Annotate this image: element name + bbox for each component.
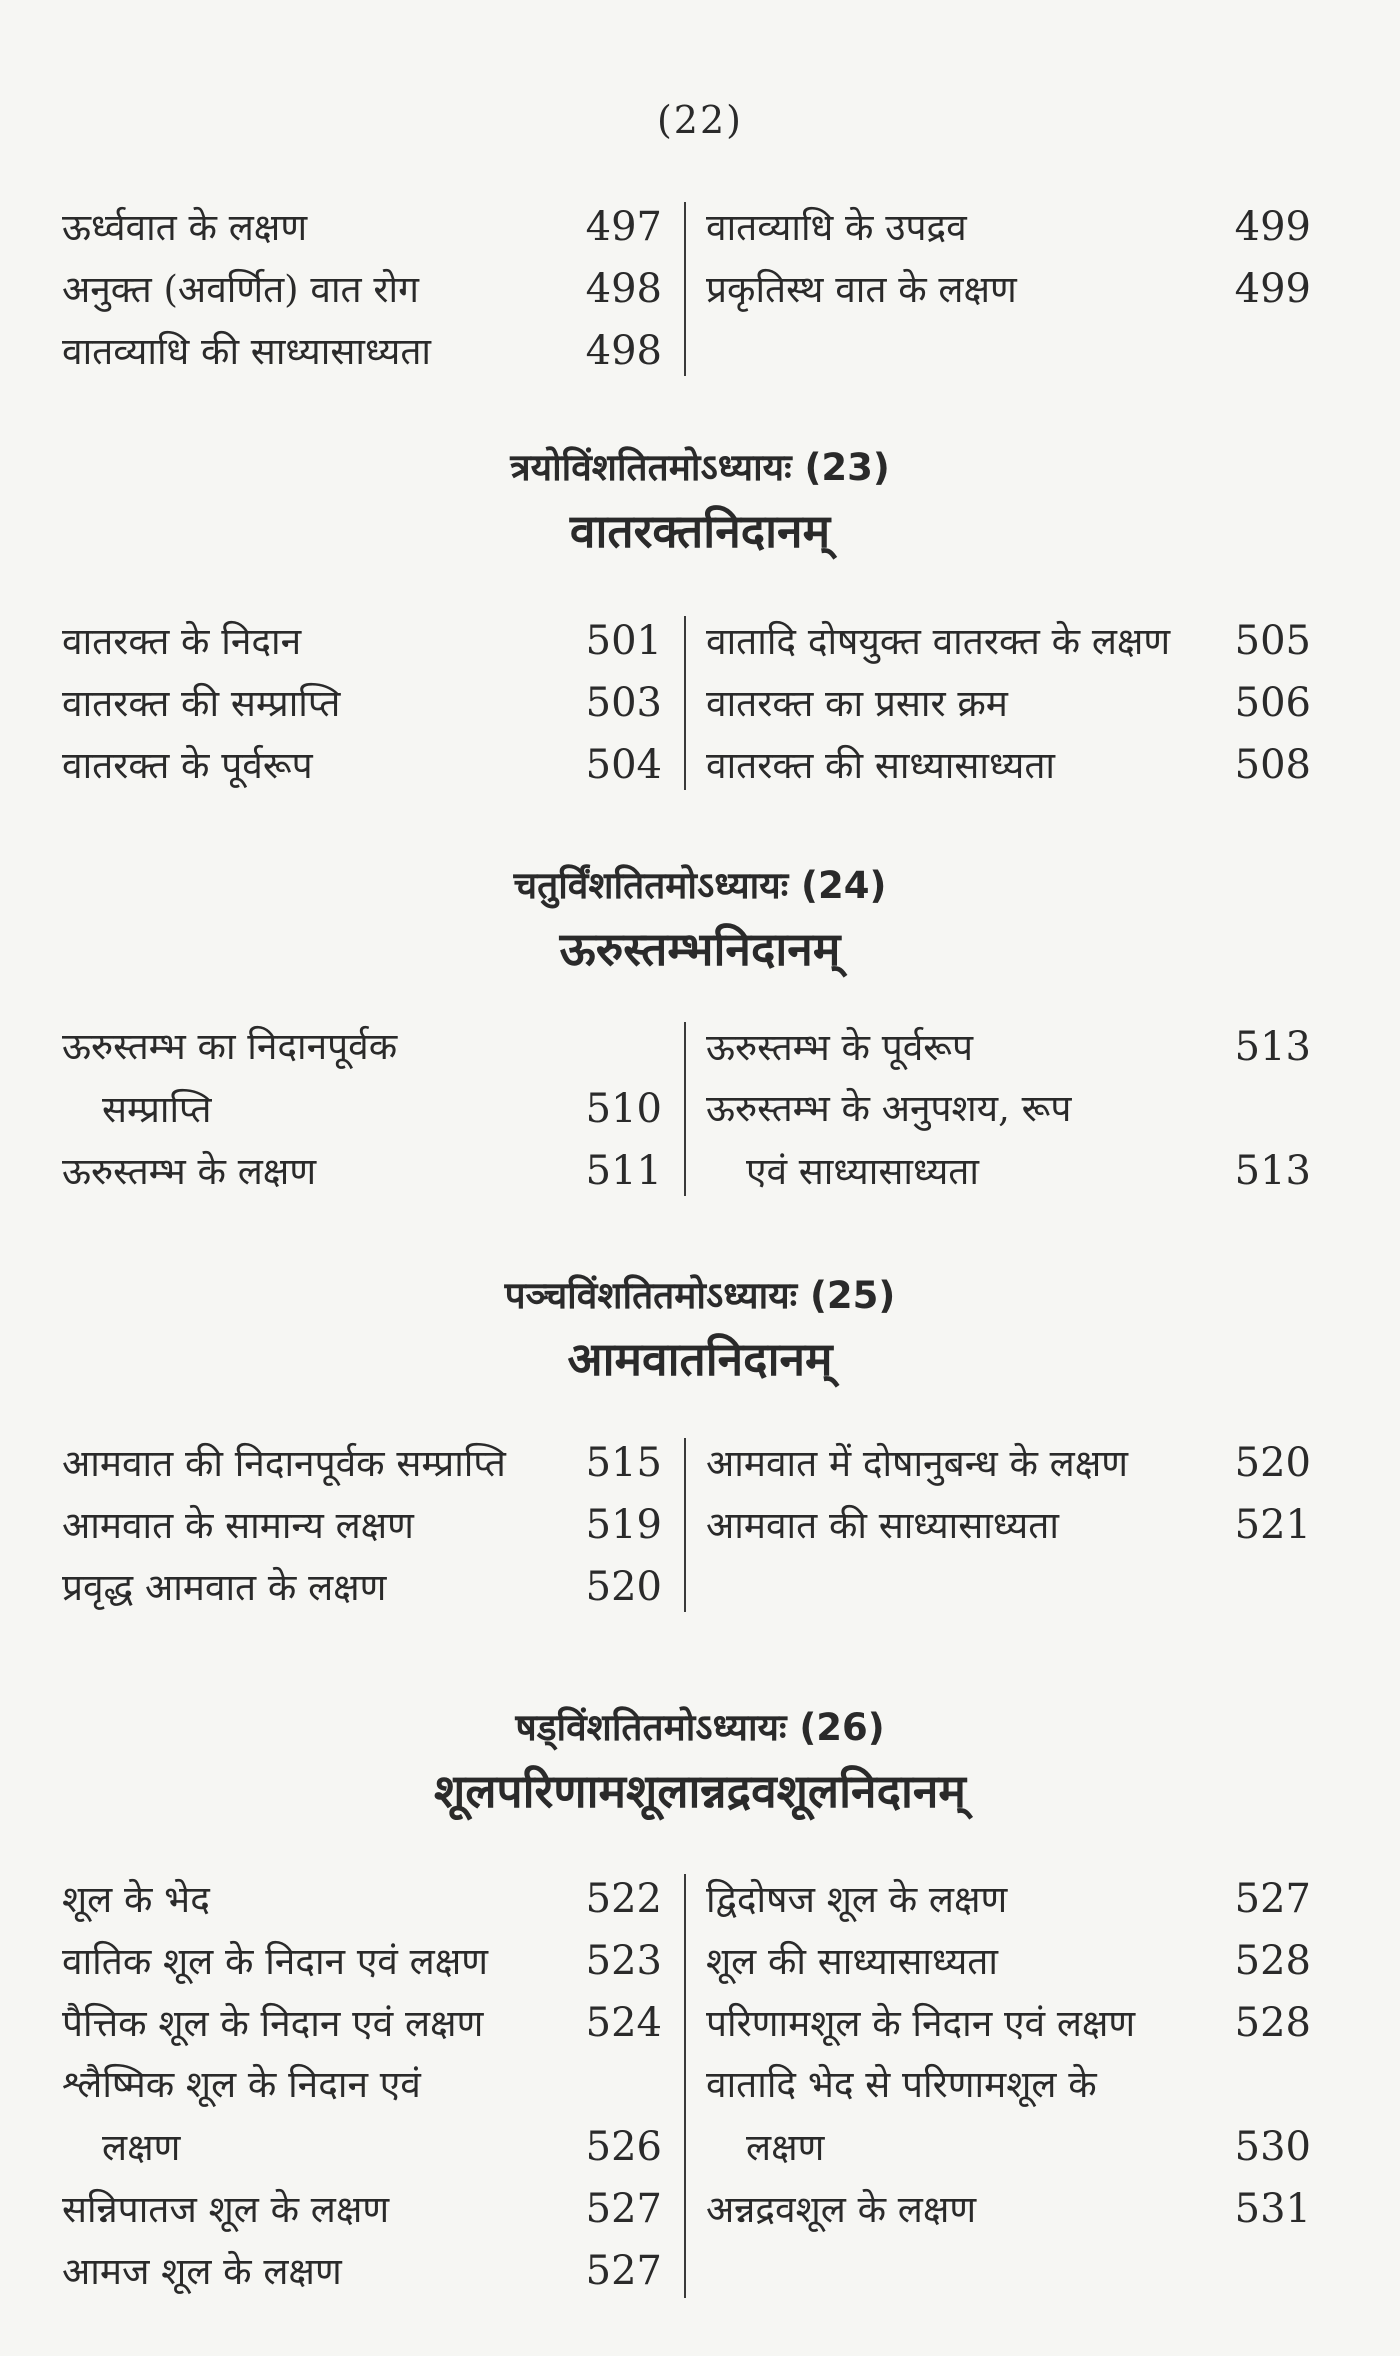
- toc-entry: [706, 1868, 1311, 1930]
- toc-entry: [62, 1930, 662, 1992]
- chapter-heading: चतुर्विंशतितमोऽध्यायः (24): [513, 864, 887, 907]
- column-divider: [684, 616, 686, 790]
- toc-entry: [62, 320, 662, 382]
- toc-entry: [62, 2240, 662, 2302]
- chapter-heading: पञ्चविंशतितमोऽध्यायः (25): [504, 1274, 896, 1317]
- toc-entry-text: वातरक्त का प्रसार क्रम: [706, 682, 1008, 725]
- toc-entry-text: द्विदोषज शूल के लक्षण: [706, 1878, 1008, 1921]
- toc-entry-text: वातव्याधि के उपद्रव: [706, 206, 967, 249]
- toc-entry: [62, 1992, 662, 2054]
- toc-entry-text: आमवात में दोषानुबन्ध के लक्षण: [706, 1442, 1129, 1485]
- column-divider: [684, 1022, 686, 1196]
- chapter-title: आमवातनिदानम्: [567, 1332, 833, 1386]
- right-column: [706, 1432, 1311, 1556]
- toc-entry: [62, 672, 662, 734]
- toc-entry: [62, 1556, 662, 1618]
- toc-entry-text: अन्नद्रवशूल के लक्षण: [706, 2188, 977, 2231]
- toc-entry-page: 527: [585, 2186, 662, 2232]
- toc-entry-text: लक्षण: [746, 2126, 825, 2169]
- toc-entry-text: परिणामशूल के निदान एवं लक्षण: [706, 2002, 1136, 2045]
- toc-entry-text: वातरक्त की साध्यासाध्यता: [706, 744, 1056, 787]
- toc-entry: [706, 1140, 1311, 1202]
- toc-entry-text: आमवात की साध्यासाध्यता: [706, 1504, 1059, 1547]
- toc-entry: [706, 610, 1311, 672]
- toc-entry: [706, 2116, 1311, 2178]
- toc-entry-page: 513: [1234, 1148, 1311, 1194]
- toc-entry-text: वातादि दोषयुक्त वातरक्त के लक्षण: [706, 620, 1171, 663]
- toc-entry-page: 522: [585, 1876, 662, 1922]
- toc-entry: [62, 610, 662, 672]
- toc-entry-text: एवं साध्यासाध्यता: [746, 1150, 979, 1193]
- toc-entry: [706, 2054, 1311, 2116]
- toc-entry-text: ऊरुस्तम्भ के पूर्वरूप: [706, 1026, 974, 1069]
- toc-entry-text: ऊरुस्तम्भ के अनुपशय, रूप: [706, 1087, 1072, 1130]
- toc-entry-page: 528: [1234, 2000, 1311, 2046]
- toc-entry: [706, 258, 1311, 320]
- toc-entry-text: वातरक्त के निदान: [62, 620, 302, 663]
- toc-entry: [706, 672, 1311, 734]
- toc-entry-page: 523: [585, 1938, 662, 1984]
- toc-entry-text: ऊरुस्तम्भ के लक्षण: [62, 1150, 317, 1193]
- toc-entry-page: 527: [1234, 1876, 1311, 1922]
- toc-entry-page: 528: [1234, 1938, 1311, 1984]
- toc-entry-text: श्लैष्मिक शूल के निदान एवं: [62, 2063, 421, 2106]
- toc-entry: [62, 2178, 662, 2240]
- page-number: (22): [656, 98, 743, 142]
- chapter-title: शूलपरिणामशूलान्नद्रवशूलनिदानम्: [434, 1764, 966, 1818]
- chapter-25: [0, 1268, 1400, 1622]
- column-divider: [684, 1874, 686, 2298]
- toc-entry: [62, 1140, 662, 1202]
- toc-entry-text: शूल की साध्यासाध्यता: [706, 1940, 998, 1983]
- toc-entry-page: 497: [585, 204, 662, 250]
- top-right-column: [706, 196, 1311, 320]
- top-section: [0, 196, 1400, 382]
- chapter-title: वातरक्तनिदानम्: [569, 504, 831, 558]
- left-column: [62, 610, 662, 796]
- toc-entry-text: वातरक्त के पूर्वरूप: [62, 744, 313, 787]
- toc-entry-page: 515: [585, 1440, 662, 1486]
- toc-entry-page: 498: [585, 328, 662, 374]
- toc-entry: [706, 734, 1311, 796]
- toc-entry: [706, 1494, 1311, 1556]
- toc-entry-text: आमवात की निदानपूर्वक सम्प्राप्ति: [62, 1442, 506, 1485]
- toc-entry: [706, 1432, 1311, 1494]
- toc-entry-page: 499: [1234, 266, 1311, 312]
- toc-entry-page: 524: [585, 2000, 662, 2046]
- toc-entry-page: 530: [1234, 2124, 1311, 2170]
- toc-entry: [62, 1078, 662, 1140]
- toc-entry-text: ऊरुस्तम्भ का निदानपूर्वक: [62, 1025, 398, 1068]
- toc-entry-page: 520: [585, 1564, 662, 1610]
- toc-entry-page: 520: [1234, 1440, 1311, 1486]
- top-left-column: [62, 196, 662, 382]
- toc-entry: [62, 2054, 662, 2116]
- toc-entry: [62, 2116, 662, 2178]
- toc-entry-text: वातरक्त की सम्प्राप्ति: [62, 682, 341, 725]
- toc-entry: [62, 196, 662, 258]
- toc-entry: [62, 1494, 662, 1556]
- toc-entry-page: 501: [585, 618, 662, 664]
- toc-entry: [62, 1868, 662, 1930]
- toc-entry-text: प्रकृतिस्थ वात के लक्षण: [706, 268, 1017, 311]
- right-column: [706, 1016, 1311, 1202]
- toc-entry-page: 521: [1234, 1502, 1311, 1548]
- chapter-23: [0, 440, 1400, 800]
- chapter-heading: षड्विंशतितमोऽध्यायः (26): [515, 1706, 885, 1749]
- toc-entry-page: 519: [585, 1502, 662, 1548]
- toc-entry: [706, 1016, 1311, 1078]
- toc-entry-text: सन्निपातज शूल के लक्षण: [62, 2188, 390, 2231]
- toc-entry: [62, 258, 662, 320]
- left-column: [62, 1868, 662, 2302]
- toc-entry-text: पैत्तिक शूल के निदान एवं लक्षण: [62, 2002, 484, 2045]
- toc-entry-page: 498: [585, 266, 662, 312]
- toc-entry: [706, 1930, 1311, 1992]
- chapter-24: [0, 858, 1400, 1206]
- toc-entry-page: 504: [585, 742, 662, 788]
- toc-entry: [706, 2178, 1311, 2240]
- left-column: [62, 1016, 662, 1202]
- toc-entry: [706, 1992, 1311, 2054]
- toc-entry-text: प्रवृद्ध आमवात के लक्षण: [62, 1566, 387, 1609]
- toc-entry: [706, 1078, 1311, 1140]
- toc-entry: [706, 196, 1311, 258]
- toc-entry: [62, 734, 662, 796]
- toc-entry: [62, 1016, 662, 1078]
- right-column: [706, 1868, 1311, 2240]
- toc-entry-text: आमज शूल के लक्षण: [62, 2250, 342, 2293]
- toc-entry-page: 510: [585, 1086, 662, 1132]
- toc-entry: [62, 1432, 662, 1494]
- chapter-26: [0, 1700, 1400, 2308]
- toc-entry-page: 508: [1234, 742, 1311, 788]
- toc-entry-text: वातिक शूल के निदान एवं लक्षण: [62, 1940, 488, 1983]
- left-column: [62, 1432, 662, 1618]
- toc-entry-page: 506: [1234, 680, 1311, 726]
- toc-entry-page: 513: [1234, 1024, 1311, 1070]
- toc-entry-text: वातव्याधि की साध्यासाध्यता: [62, 330, 431, 373]
- toc-entry-text: वातादि भेद से परिणामशूल के: [706, 2063, 1097, 2106]
- toc-entry-text: आमवात के सामान्य लक्षण: [62, 1504, 414, 1547]
- toc-entry-page: 527: [585, 2248, 662, 2294]
- chapter-heading: त्रयोविंशतितमोऽध्यायः (23): [510, 446, 890, 489]
- column-divider: [684, 202, 686, 376]
- toc-entry-page: 499: [1234, 204, 1311, 250]
- toc-entry-page: 503: [585, 680, 662, 726]
- toc-entry-text: शूल के भेद: [62, 1878, 210, 1921]
- toc-entry-text: ऊर्ध्ववात के लक्षण: [62, 206, 308, 249]
- toc-entry-page: 511: [585, 1148, 662, 1194]
- chapter-title: ऊरुस्तम्भनिदानम्: [559, 922, 841, 976]
- toc-entry-text: लक्षण: [102, 2126, 181, 2169]
- column-divider: [684, 1438, 686, 1612]
- toc-entry-page: 531: [1234, 2186, 1311, 2232]
- toc-entry-text: अनुक्त (अवर्णित) वात रोग: [62, 268, 419, 311]
- toc-entry-page: 526: [585, 2124, 662, 2170]
- toc-entry-page: 505: [1234, 618, 1311, 664]
- right-column: [706, 610, 1311, 796]
- toc-entry-text: सम्प्राप्ति: [102, 1088, 212, 1131]
